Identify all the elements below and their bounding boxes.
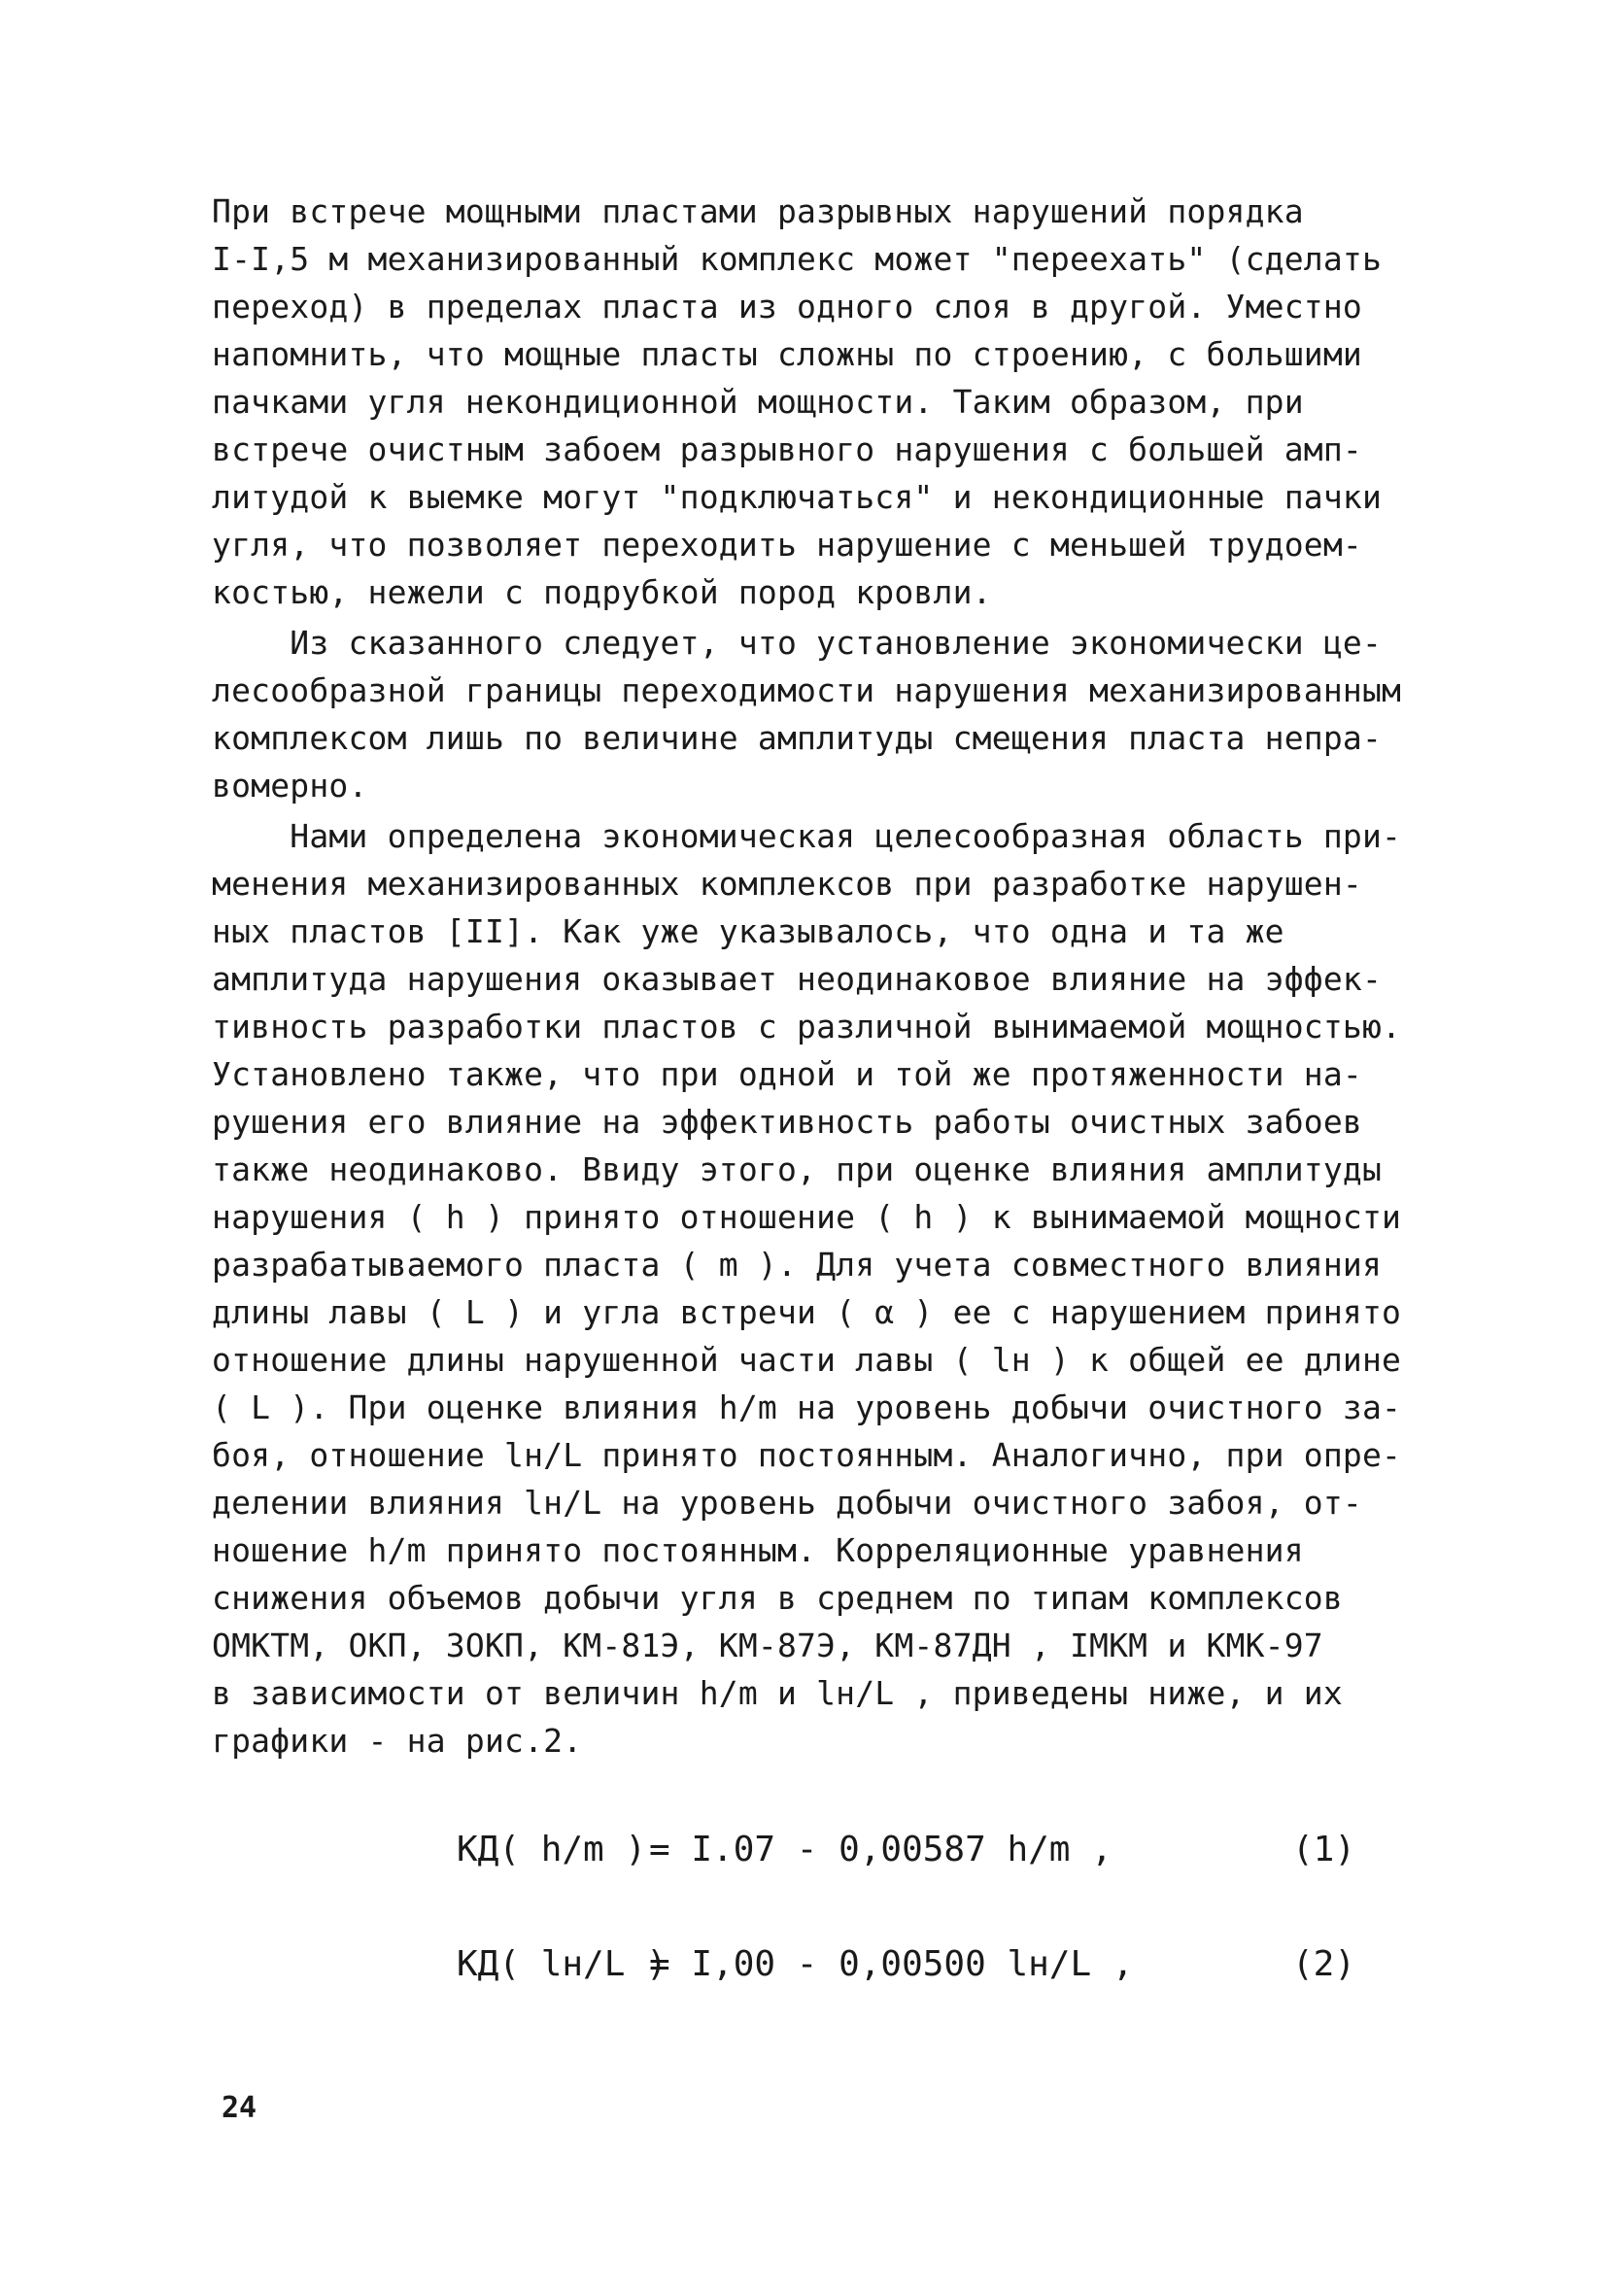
page-number: 24	[222, 2091, 257, 2125]
text-line: комплексом лишь по величине амплитуды смещения пласта непра-	[212, 719, 1383, 757]
text-line: менения механизированных комплексов при разработке нарушен-	[212, 865, 1362, 903]
text-line: боя, отношение lн/L принято постоянным. Аналогично, при опре-	[212, 1436, 1402, 1474]
text-line: в зависимости от величин h/m и lн/L , приведены ниже, и их	[212, 1674, 1343, 1712]
text-line: разрабатываемого пласта ( m ). Для учета совместного влияния	[212, 1246, 1383, 1284]
text-line: ных пластов [II]. Как уже указывалось, что одна и та же	[212, 912, 1284, 950]
text-line: I-I,5 м механизированный комплекс может "переехать" (сделать	[212, 240, 1383, 278]
text-line: ношение h/m принято постоянным. Корреляционные уравнения	[212, 1531, 1304, 1569]
equation-lhs: КД( h/m )	[457, 1830, 647, 1869]
text-line: снижения объемов добычи угля в среднем по типам комплексов	[212, 1579, 1343, 1617]
text-line: ( L ). При оценке влияния h/m на уровень добычи очистного за-	[212, 1388, 1402, 1426]
equation-number: (2)	[1292, 1944, 1356, 1984]
text-line: Установлено также, что при одной и той же протяженности на-	[212, 1055, 1362, 1093]
text-line: длины лавы ( L ) и угла встречи ( α ) ее с нарушением принято	[212, 1293, 1402, 1331]
text-line: ОМКТМ, ОКП, 3ОКП, КМ-81Э, КМ-87Э, КМ-87ДН , IМКМ и КМК-97	[212, 1627, 1323, 1664]
text-line: угля, что позволяет переходить нарушение с меньшей трудоем-	[212, 526, 1362, 564]
equation-lhs: КД( lн/L )	[457, 1944, 668, 1984]
equation-rhs: = I,00 - 0,00500 lн/L ,	[649, 1944, 1134, 1984]
text-line: нарушения ( h ) принято отношение ( h ) к вынимаемой мощности	[212, 1198, 1402, 1236]
text-line: переход) в пределах пласта из одного слоя в другой. Уместно	[212, 288, 1362, 326]
text-line: литудой к выемке могут "подключаться" и некондиционные пачки	[212, 478, 1383, 516]
text-line: Из сказанного следует, что установление экономически це-	[212, 624, 1383, 662]
text-line: графики - на рис.2.	[212, 1722, 583, 1760]
text-line: напомнить, что мощные пласты сложны по строению, с большими	[212, 335, 1362, 373]
text-line: тивность разработки пластов с различной вынимаемой мощностью.	[212, 1008, 1402, 1045]
text-line: амплитуда нарушения оказывает неодинаковое влияние на эффек-	[212, 960, 1383, 998]
text-line: Нами определена экономическая целесообразная область при-	[212, 817, 1402, 855]
text-line: При встрече мощными пластами разрывных нарушений порядка	[212, 192, 1304, 230]
text-line: лесообразной границы переходимости нарушения механизированным	[212, 671, 1402, 709]
text-line: рушения его влияние на эффективность работы очистных забоев	[212, 1103, 1362, 1141]
text-line: пачками угля некондиционной мощности. Таким образом, при	[212, 383, 1304, 421]
text-line: также неодинаково. Ввиду этого, при оценке влияния амплитуды	[212, 1150, 1383, 1188]
text-line: встрече очистным забоем разрывного нарушения с большей амп-	[212, 430, 1362, 468]
text-line: делении влияния lн/L на уровень добычи очистного забоя, от-	[212, 1484, 1362, 1522]
equation-rhs: = I.07 - 0,00587 h/m ,	[649, 1830, 1113, 1869]
text-line: вомерно.	[212, 767, 368, 805]
text-line: отношение длины нарушенной части лавы ( lн ) к общей ее длине	[212, 1341, 1402, 1379]
equation-number: (1)	[1292, 1830, 1356, 1869]
text-line: костью, нежели с подрубкой пород кровли.	[212, 573, 992, 611]
